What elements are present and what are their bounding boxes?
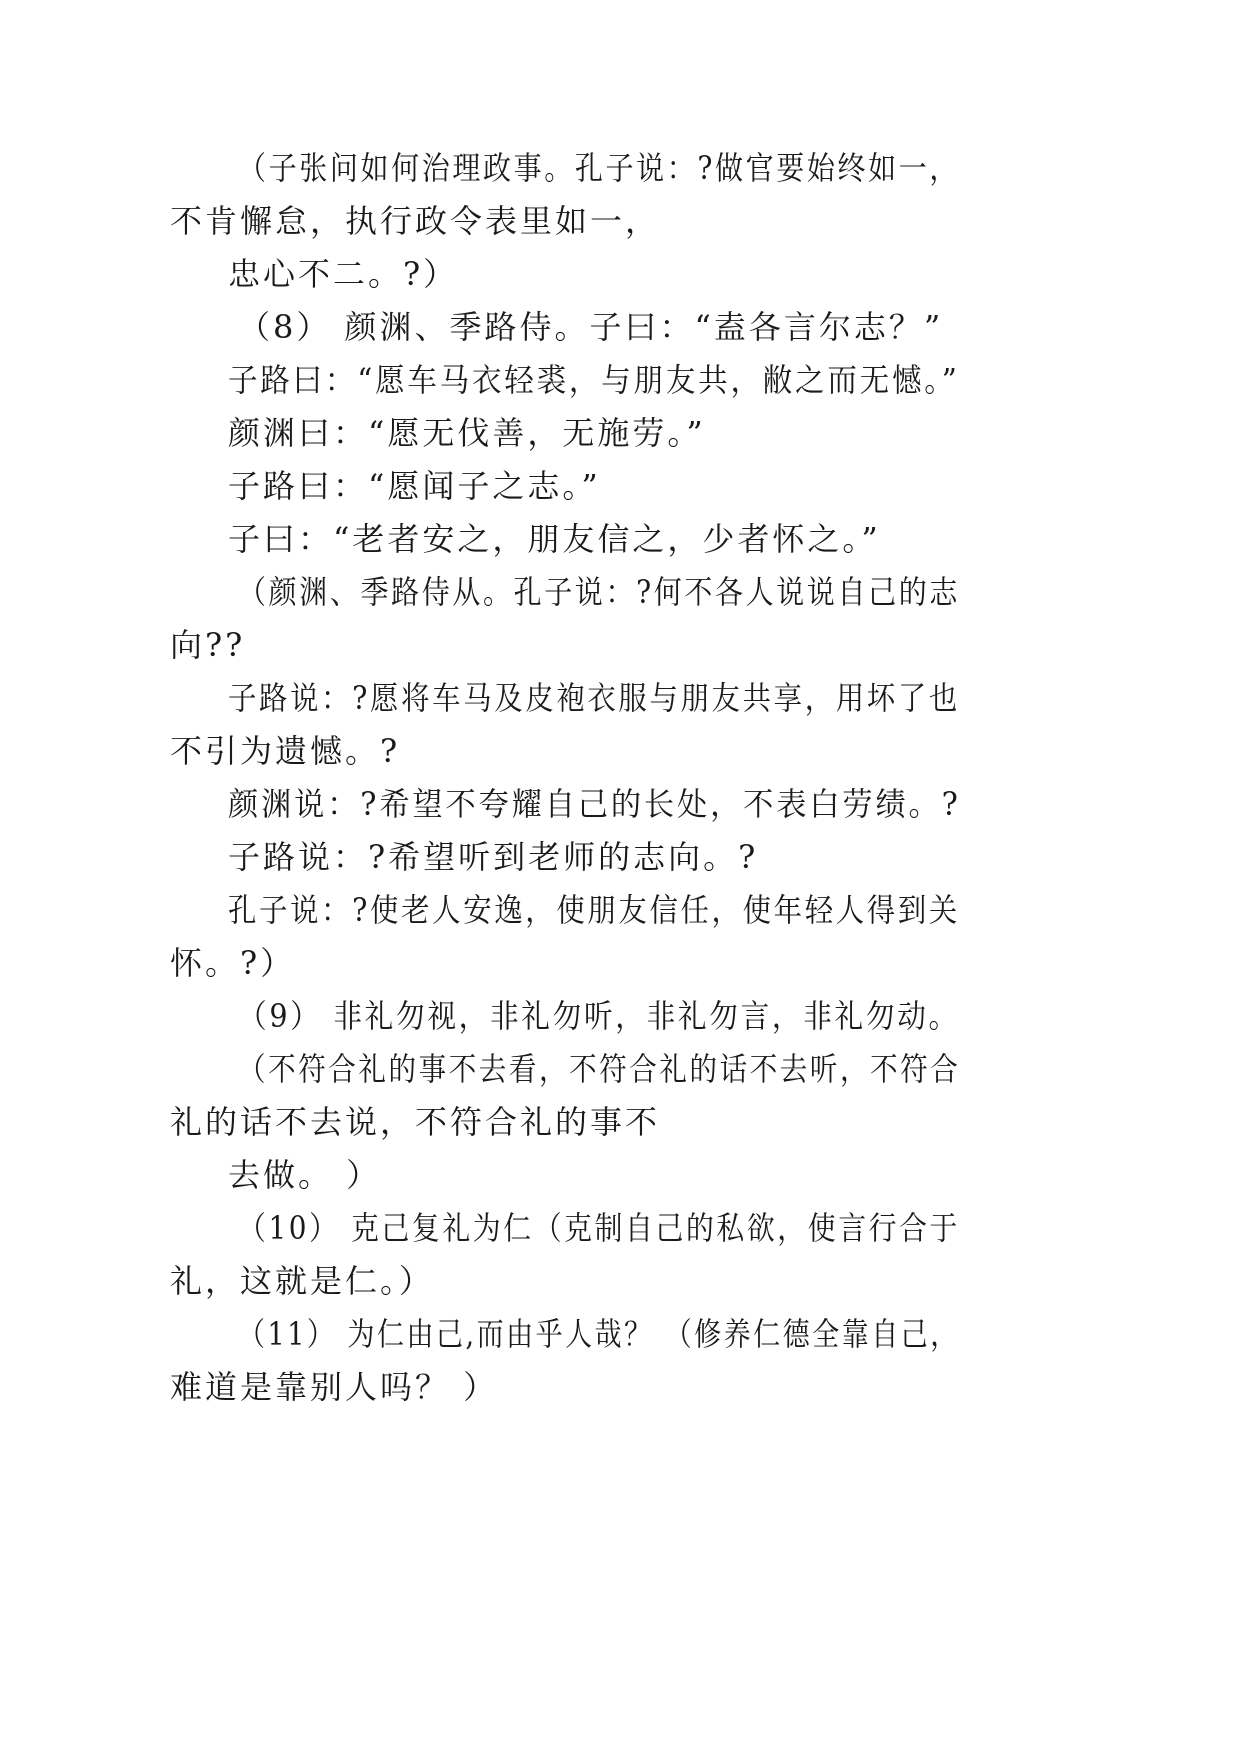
text-line: 不引为遗憾。? xyxy=(170,732,401,770)
text-line: 礼，这就是仁。） xyxy=(170,1262,435,1300)
text-line: （9） 非礼勿视，非礼勿听，非礼勿言，非礼勿动。 xyxy=(238,997,960,1035)
text-line: 颜渊曰：“愿无伐善，无施劳。” xyxy=(228,414,706,452)
text-line: （10） 克己复礼为仁（克制自己的私欲，使言行合于 xyxy=(238,1209,961,1247)
text-line: 礼的话不去说，不符合礼的事不 xyxy=(170,1103,661,1141)
text-line: 子路说：?希望听到老师的志向。? xyxy=(228,838,759,876)
text-line: 忠心不二。?） xyxy=(228,255,459,293)
text-line: 不肯懈怠，执行政令表里如一， xyxy=(170,202,661,240)
text-line: 难道是靠别人吗？ ） xyxy=(170,1368,499,1406)
text-line: 子路曰：“愿闻子之志。” xyxy=(228,467,601,505)
text-line: 子曰：“老者安之，朋友信之，少者怀之。” xyxy=(228,520,881,558)
text-line: （不符合礼的事不去看，不符合礼的话不去听，不符合 xyxy=(238,1050,961,1088)
text-line: （8） 颜渊、季路侍。子曰：“盍各言尔志？” xyxy=(238,308,944,346)
text-line: （子张问如何治理政事。孔子说：?做官要始终如一， xyxy=(238,149,961,187)
text-line: 孔子说：?使老人安逸，使朋友信任，使年轻人得到关 xyxy=(228,891,960,929)
text-line: 子路曰：“愿车马衣轻裘，与朋友共，敝之而无憾。” xyxy=(228,361,960,399)
text-line: （11） 为仁由己,而由乎人哉？ （修养仁德全靠自己， xyxy=(238,1315,960,1353)
text-line: 怀。?） xyxy=(170,944,296,982)
text-line: （颜渊、季路侍从。孔子说：?何不各人说说自己的志 xyxy=(238,573,961,611)
text-line: 子路说：?愿将车马及皮袍衣服与朋友共享，用坏了也 xyxy=(228,679,960,717)
text-line: 去做。 ） xyxy=(228,1156,382,1194)
text-line: 颜渊说：?希望不夸耀自己的长处，不表白劳绩。? xyxy=(228,785,961,823)
text-line: 向?? xyxy=(170,626,246,664)
